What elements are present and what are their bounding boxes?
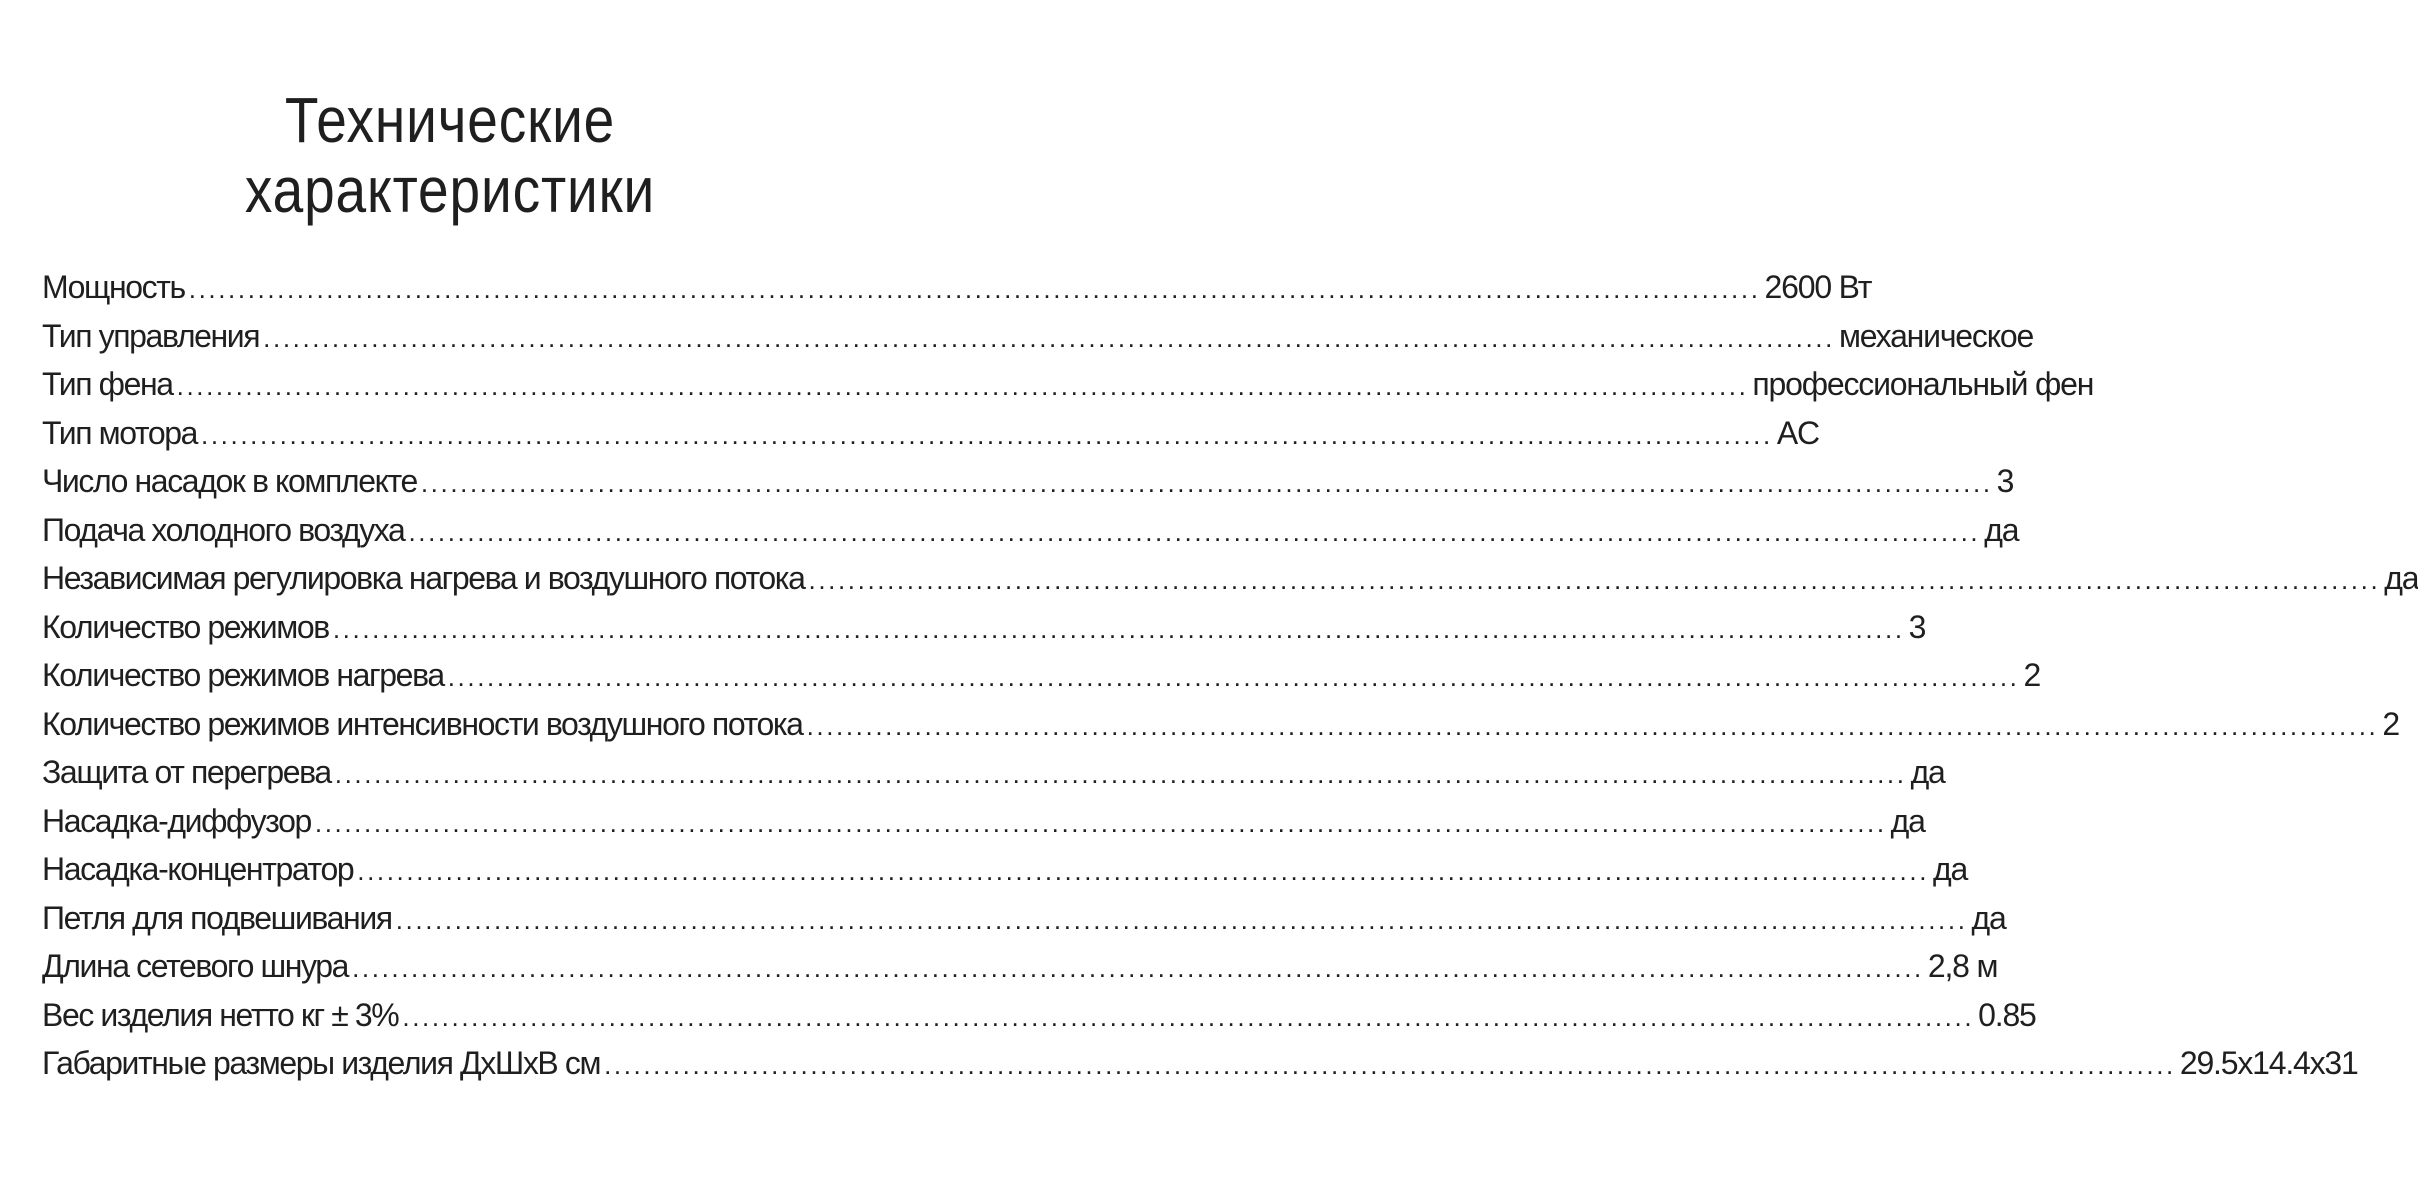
spec-value: да bbox=[1890, 802, 1925, 839]
spec-label: Подача холодного воздуха bbox=[42, 511, 405, 548]
spec-row bbox=[42, 748, 1945, 797]
spec-label: Габаритные размеры изделия ДхШхВ см bbox=[42, 1045, 601, 1081]
spec-value: 0.85 bbox=[1978, 996, 2036, 1033]
spec-row bbox=[42, 603, 1926, 652]
leader-dots: ................................................................................................................................................................ bbox=[402, 1001, 1975, 1032]
spec-label: Тип фена bbox=[42, 366, 173, 402]
spec-label: Тип мотора bbox=[42, 414, 198, 451]
leader-dots: ................................................................................................................................................................ bbox=[357, 856, 1930, 886]
spec-label: Независимая регулировка нагрева и воздушного потока bbox=[42, 560, 805, 596]
spec-value: профессиональный фен bbox=[1752, 366, 2094, 402]
page-title bbox=[63, 85, 837, 225]
spec-row bbox=[42, 554, 2418, 603]
spec-value: 3 bbox=[1996, 463, 2014, 499]
leader-dots: ................................................................................................................................................................ bbox=[334, 759, 1907, 789]
spec-value: да bbox=[1933, 851, 1968, 887]
spec-label: Количество режимов интенсивности воздушного потока bbox=[42, 705, 803, 742]
leader-dots: ................................................................................................................................................................ bbox=[352, 953, 1924, 983]
spec-row bbox=[42, 457, 2014, 506]
spec-row bbox=[42, 942, 1998, 991]
leader-dots: ................................................................................................................................................................ bbox=[176, 371, 1749, 401]
spec-value: да bbox=[1984, 511, 2019, 548]
spec-row bbox=[42, 506, 2019, 555]
leader-dots: ................................................................................................................................................................ bbox=[201, 419, 1773, 450]
spec-label: Количество режимов bbox=[42, 608, 329, 645]
leader-dots: ................................................................................................................................................................ bbox=[332, 613, 1905, 644]
spec-row bbox=[42, 360, 2094, 409]
spec-value: AC bbox=[1776, 414, 1819, 451]
leader-dots: ................................................................................................................................................................ bbox=[420, 468, 1993, 498]
leader-dots: ................................................................................................................................................................ bbox=[604, 1050, 2176, 1080]
spec-row bbox=[42, 263, 1872, 312]
leader-dots: ................................................................................................................................................................ bbox=[314, 807, 1887, 838]
spec-value: да bbox=[1910, 754, 1945, 790]
leader-dots: ................................................................................................................................................................ bbox=[263, 322, 1835, 353]
spec-value: да bbox=[2384, 560, 2418, 596]
leader-dots: ................................................................................................................................................................ bbox=[395, 904, 1968, 935]
leader-dots: ................................................................................................................................................................ bbox=[808, 565, 2381, 595]
leader-dots: ................................................................................................................................................................ bbox=[806, 710, 2379, 741]
title-line-1: Технические bbox=[284, 83, 616, 156]
spec-value: 2600 Вт bbox=[1764, 269, 1872, 305]
spec-row bbox=[42, 409, 1819, 458]
spec-value: 2 bbox=[2023, 657, 2041, 693]
spec-value: 29.5x14.4x31 bbox=[2179, 1045, 2358, 1081]
title-line-2: характеристики bbox=[244, 153, 656, 226]
spec-label: Петля для подвешивания bbox=[42, 899, 392, 936]
spec-label: Мощность bbox=[42, 269, 185, 305]
leader-dots: ................................................................................................................................................................ bbox=[188, 274, 1761, 304]
spec-label: Длина сетевого шнура bbox=[42, 948, 349, 984]
specs-list bbox=[42, 263, 2418, 1088]
spec-value: 2,8 м bbox=[1927, 948, 1998, 984]
spec-row bbox=[42, 1039, 2358, 1088]
leader-dots: ................................................................................................................................................................ bbox=[408, 516, 1981, 547]
leader-dots: ................................................................................................................................................................ bbox=[447, 662, 2020, 692]
spec-label: Число насадок в комплекте bbox=[42, 463, 417, 499]
spec-row bbox=[42, 845, 1968, 894]
spec-value: да bbox=[1971, 899, 2006, 936]
spec-label: Насадка-диффузор bbox=[42, 802, 311, 839]
spec-label: Тип управления bbox=[42, 317, 260, 354]
spec-row bbox=[42, 651, 2041, 700]
spec-value: 2 bbox=[2382, 705, 2399, 742]
spec-row bbox=[42, 312, 2034, 361]
spec-label: Защита от перегрева bbox=[42, 754, 331, 790]
spec-label: Количество режимов нагрева bbox=[42, 657, 444, 693]
spec-row bbox=[42, 700, 2399, 749]
spec-row bbox=[42, 991, 2036, 1040]
spec-value: 3 bbox=[1908, 608, 1926, 645]
spec-label: Вес изделия нетто кг ± 3% bbox=[42, 996, 399, 1033]
spec-value: механическое bbox=[1838, 317, 2034, 354]
spec-label: Насадка-концентратор bbox=[42, 851, 354, 887]
spec-row bbox=[42, 797, 1925, 846]
spec-row bbox=[42, 894, 2006, 943]
